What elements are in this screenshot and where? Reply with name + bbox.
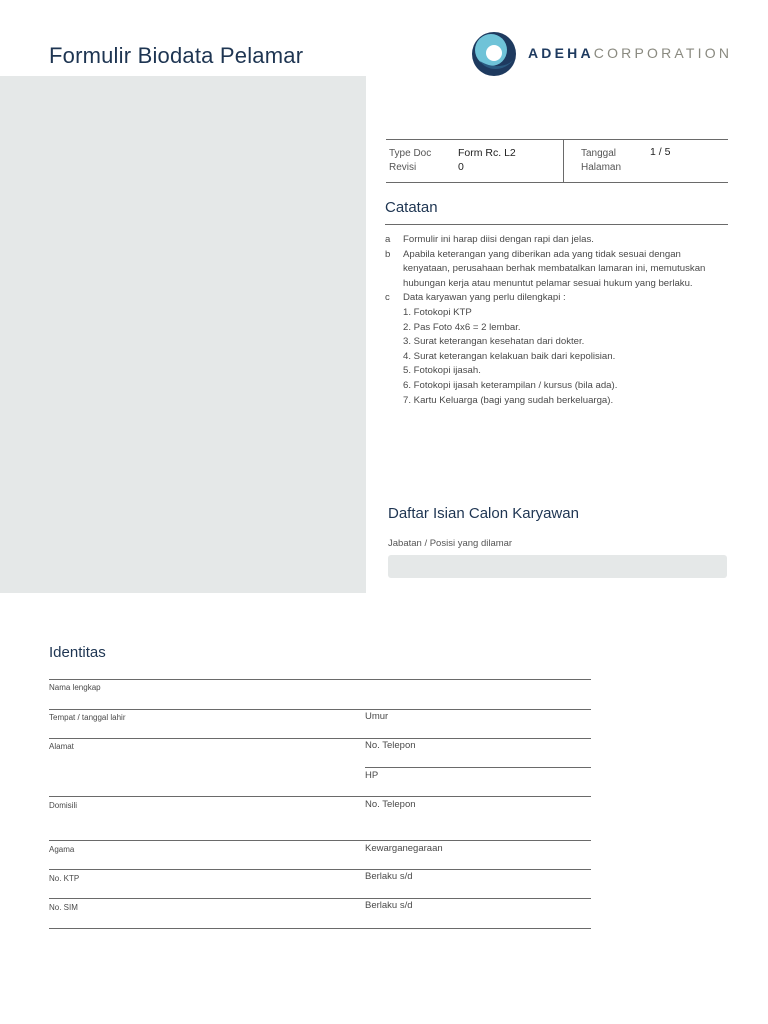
- nama-label: Nama lengkap: [49, 683, 101, 692]
- sim-label: No. SIM: [49, 903, 78, 912]
- telepon-domisili-label: No. Telepon: [365, 799, 416, 810]
- company-logo-mark: [470, 31, 518, 77]
- field-rule: [49, 709, 591, 710]
- catatan-notes: [385, 233, 730, 408]
- document-info-table: [386, 139, 728, 183]
- list-item: 2. Pas Foto 4x6 = 2 lembar.: [403, 321, 521, 333]
- note-text: Apabila keterangan yang diberikan ada yang tidak sesuai dengan kenyataan, perusahaan berhak membatalkan lamaran ini, memutuskan hubungan kerja atau menuntut pelamar sesuai hukum yang berlaku.: [403, 248, 706, 289]
- umur-label: Umur: [365, 711, 389, 722]
- ktp-label: No. KTP: [49, 874, 80, 883]
- company-logo: [470, 31, 733, 77]
- note-item: [385, 248, 730, 292]
- note-item: [385, 233, 730, 248]
- list-item: 7. Kartu Keluarga (bagi yang sudah berkeluarga).: [403, 394, 614, 406]
- list-item: 1. Fotokopi KTP: [403, 306, 472, 318]
- nama-field[interactable]: [49, 680, 591, 709]
- catatan-heading: Catatan: [385, 199, 438, 216]
- alamat-label: Alamat: [49, 742, 74, 751]
- tanggal-value: 1 / 5: [650, 146, 671, 158]
- tempat-lahir-label: Tempat / tanggal lahir: [49, 713, 126, 722]
- jabatan-input[interactable]: [388, 555, 727, 578]
- required-documents-list: [385, 306, 730, 408]
- revisi-label: Revisi: [389, 162, 417, 173]
- note-marker: a: [385, 234, 391, 245]
- note-item: [385, 291, 730, 306]
- tanggal-label: Tanggal: [581, 148, 617, 159]
- list-item: 6. Fotokopi ijasah keterampilan / kursus (bila ada).: [403, 379, 618, 391]
- identitas-heading: Identitas: [49, 644, 106, 661]
- logo-text-light: CORPORATION: [593, 45, 733, 61]
- note-marker: b: [385, 248, 391, 260]
- logo-text-bold: ADEHA: [528, 45, 594, 61]
- type-doc-value: Form Rc. L2: [458, 147, 516, 159]
- hp-label: HP: [365, 770, 379, 781]
- field-rule: [49, 869, 591, 870]
- note-text: Formulir ini harap diisi dengan rapi dan jelas.: [403, 234, 594, 245]
- note-marker: c: [385, 292, 390, 304]
- halaman-label: Halaman: [581, 162, 622, 173]
- type-doc-label: Type Doc: [389, 148, 432, 159]
- field-rule: [49, 898, 591, 899]
- field-rule: [365, 767, 591, 768]
- field-rule: [49, 738, 591, 739]
- list-item: 3. Surat keterangan kesehatan dari dokter.: [403, 336, 585, 348]
- daftar-heading: Daftar Isian Calon Karyawan: [388, 505, 579, 522]
- agama-label: Agama: [49, 845, 75, 854]
- ktp-berlaku-label: Berlaku s/d: [365, 871, 413, 882]
- page-title: Formulir Biodata Pelamar: [49, 43, 304, 68]
- telepon-label: No. Telepon: [365, 740, 416, 751]
- domisili-label: Domisili: [49, 801, 77, 810]
- photo-area[interactable]: [0, 76, 366, 593]
- catatan-rule: [385, 224, 728, 225]
- list-item: 4. Surat keterangan kelakuan baik dari kepolisian.: [403, 350, 616, 362]
- field-rule: [49, 796, 591, 797]
- table-divider: [563, 140, 564, 183]
- list-item: 5. Fotokopi ijasah.: [403, 365, 481, 377]
- field-rule: [49, 840, 591, 841]
- sim-berlaku-label: Berlaku s/d: [365, 900, 413, 911]
- revisi-value: 0: [458, 161, 464, 173]
- note-text: Data karyawan yang perlu dilengkapi :: [403, 292, 566, 304]
- jabatan-label: Jabatan / Posisi yang dilamar: [388, 538, 513, 549]
- company-logo-text: [528, 45, 732, 61]
- kewarganegaraan-label: Kewarganegaraan: [365, 843, 443, 854]
- field-rule: [49, 928, 591, 929]
